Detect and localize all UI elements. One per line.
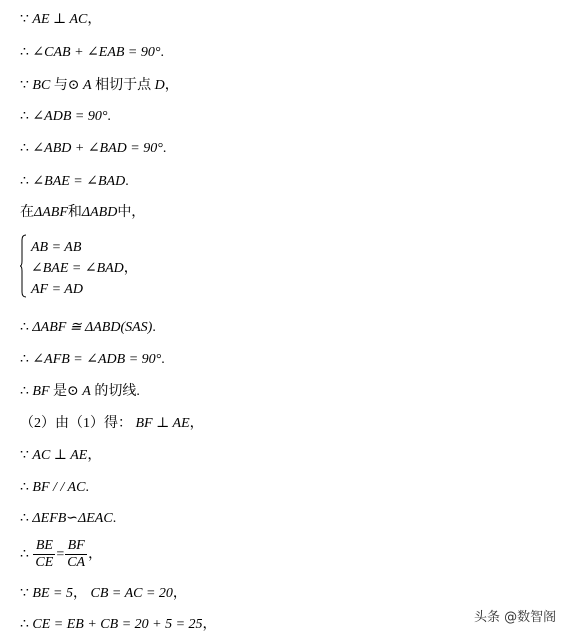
because-symbol: ∵: [20, 78, 29, 93]
math-expression: BF / / AC: [32, 480, 86, 495]
punctuation: ，: [189, 416, 204, 431]
therefore-symbol: ∴: [20, 174, 29, 189]
text: （2）由（1）得：: [20, 416, 132, 431]
text: 在: [20, 205, 34, 220]
fraction-denominator: CE: [35, 555, 54, 571]
line-9: [20, 319, 156, 337]
punctuation: .: [125, 174, 129, 189]
fraction-numerator: BE: [33, 538, 55, 555]
math-expression: ∠ADB = 90°: [32, 109, 108, 124]
math-expression: AE ⊥ AC: [32, 12, 88, 27]
punctuation: ，: [87, 12, 102, 27]
fraction-denominator: CA: [67, 555, 86, 571]
line-18: [20, 616, 217, 634]
math-symbol: ΔABD: [81, 205, 118, 220]
math-symbol: A: [82, 384, 91, 399]
punctuation: ，: [202, 617, 217, 632]
math-expression: BF ⊥ AE: [135, 416, 190, 431]
math-expression: ΔEFB∽ΔEAC: [32, 511, 113, 526]
because-symbol: ∵: [20, 586, 29, 601]
math-expression: ∠BAE = ∠BAD: [32, 174, 126, 189]
punctuation: ，: [88, 547, 103, 562]
punctuation: ，: [123, 261, 138, 276]
math-expression: ∠AFB = ∠ADB = 90°: [32, 352, 162, 367]
therefore-symbol: ∴: [20, 384, 29, 399]
text: 是⊙: [53, 384, 79, 399]
line-6: [20, 173, 129, 191]
fraction-numerator: BF: [65, 538, 87, 555]
line-14: [20, 479, 89, 497]
line-1: [20, 11, 101, 29]
math-expression: AB = AB: [31, 240, 82, 255]
line-10: [20, 351, 165, 369]
line-5: [20, 140, 166, 158]
therefore-symbol: ∴: [20, 45, 29, 60]
math-expression: CE = EB + CB = 20 + 5 = 25: [32, 617, 203, 632]
therefore-symbol: ∴: [20, 480, 29, 495]
punctuation: .: [112, 511, 117, 526]
system-line-1: [31, 239, 81, 257]
text: 相切于点: [95, 78, 152, 93]
therefore-symbol: ∴: [20, 141, 29, 156]
text: 和: [67, 205, 82, 220]
line-2: [20, 44, 164, 62]
math-symbol: D: [154, 78, 165, 93]
math-symbol: ΔABF: [34, 205, 68, 220]
line-17: [20, 585, 187, 603]
math-symbol: BC: [32, 78, 51, 93]
line-4: [20, 108, 111, 126]
math-symbol: BF: [32, 384, 50, 399]
punctuation: .: [107, 109, 111, 124]
therefore-symbol: ∴: [20, 617, 29, 632]
math-expression: ∠CAB + ∠EAB = 90°: [32, 45, 161, 60]
line-3: [20, 77, 179, 95]
therefore-symbol: ∴: [20, 547, 29, 562]
text: 的切线.: [94, 384, 140, 399]
math-expression: ΔABF ≅ ΔABD(SAS): [32, 320, 153, 335]
watermark: 头条 @数智阁: [474, 610, 557, 625]
text: 中，: [117, 205, 146, 220]
because-symbol: ∵: [20, 448, 29, 463]
therefore-symbol: ∴: [20, 352, 29, 367]
math-expression: AF = AD: [31, 282, 83, 297]
punctuation: .: [160, 45, 164, 60]
punctuation: .: [162, 141, 167, 156]
punctuation: .: [85, 480, 89, 495]
line-7: [20, 204, 145, 222]
text: 与⊙: [53, 78, 80, 93]
because-symbol: ∵: [20, 12, 29, 27]
therefore-symbol: ∴: [20, 109, 29, 124]
line-15: [20, 510, 116, 528]
math-expression: CB = AC = 20: [90, 586, 173, 601]
line-16: [20, 537, 102, 573]
math-expression: BE = 5: [32, 586, 73, 601]
math-expression: AC ⊥ AE: [32, 448, 88, 463]
punctuation: ，: [164, 78, 179, 93]
left-brace-icon: [20, 234, 26, 298]
system-line-3: [31, 281, 83, 299]
punctuation: ，: [87, 448, 102, 463]
fraction-be-ce: [33, 538, 55, 571]
punctuation: .: [152, 320, 156, 335]
therefore-symbol: ∴: [20, 511, 29, 526]
fraction-bf-ca: [65, 538, 87, 571]
system-line-2: [31, 260, 138, 278]
math-expression: ∠ABD + ∠BAD = 90°: [32, 141, 163, 156]
therefore-symbol: ∴: [20, 320, 29, 335]
math-expression: ∠BAE = ∠BAD: [31, 261, 124, 276]
equals-sign: =: [56, 547, 65, 562]
line-12: [20, 415, 204, 433]
math-symbol: A: [83, 78, 92, 93]
line-13: [20, 447, 101, 465]
punctuation: ，: [72, 586, 87, 601]
punctuation: ，: [172, 586, 187, 601]
line-11: [20, 383, 140, 401]
punctuation: .: [161, 352, 165, 367]
